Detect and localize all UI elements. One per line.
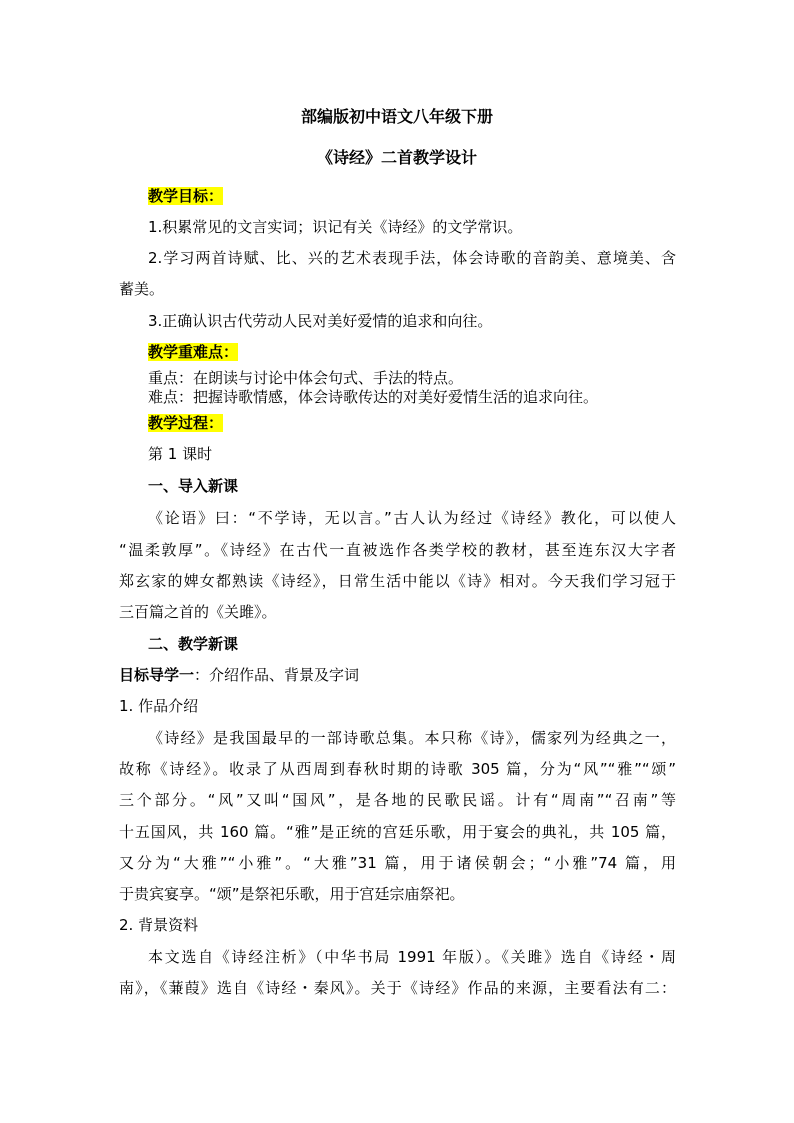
objective-2-line-1: 2.学习两首诗赋、比、兴的艺术表现手法，体会诗歌的音韵美、意境美、含: [148, 249, 676, 267]
difficult-point: 难点：把握诗歌情感，体会诗歌传达的对美好爱情生活的追求向往。: [148, 388, 599, 406]
objectives-heading: [148, 186, 223, 206]
intro-line-1: 《论语》曰：“不学诗，无以言。”古人认为经过《诗经》教化，可以使人: [148, 509, 676, 527]
subheading-work-intro: 1. 作品介绍: [119, 697, 199, 715]
objectives-heading-text: 教学目标：: [148, 187, 224, 205]
subheading-background: 2. 背景资料: [119, 916, 199, 934]
objective-1: 1.积累常见的文言实词；识记有关《诗经》的文学常识。: [148, 218, 523, 236]
work-line-4: 十五国风，共 160 篇。“雅”是正统的宫廷乐歌，用于宴会的典礼，共 105 篇，: [119, 823, 676, 841]
process-heading-text: 教学过程：: [148, 414, 224, 432]
lesson-1-label: 第 1 课时: [148, 445, 213, 463]
process-heading: [148, 413, 223, 433]
goal-1-label: 目标导学一: [119, 666, 195, 684]
section-1-heading: 一、导入新课: [148, 477, 239, 495]
key-points-heading: [148, 342, 238, 362]
background-line-2: 南》，《蒹葭》选自《诗经・秦风》。关于《诗经》作品的来源，主要看法有二：: [119, 979, 676, 997]
key-point: 重点：在朗读与讨论中体会句式、手法的特点。: [148, 369, 464, 387]
intro-line-3: 郑玄家的婢女都熟读《诗经》，日常生活中能以《诗》相对。今天我们学习冠于: [119, 572, 676, 590]
section-2-heading: 二、教学新课: [148, 635, 239, 653]
objective-2-line-2: 蓄美。: [119, 280, 165, 298]
goal-1-line: [119, 665, 359, 685]
intro-line-4: 三百篇之首的《关雎》。: [119, 603, 277, 621]
key-points-heading-text: 教学重难点：: [148, 343, 239, 361]
objective-3: 3.正确认识古代劳动人民对美好爱情的追求和向往。: [148, 312, 493, 330]
work-line-6: 于贵宾宴享。“颂”是祭祀乐歌，用于宫廷宗庙祭祀。: [119, 885, 465, 903]
background-line-1: 本文选自《诗经注析》（中华书局 1991 年版）。《关雎》选自《诗经・周: [148, 948, 676, 966]
title-line-2: 《诗经》二首教学设计: [316, 148, 477, 167]
intro-line-2: “温柔敦厚”。《诗经》在古代一直被选作各类学校的教材，甚至连东汉大字者: [119, 541, 676, 559]
work-line-5: 又分为“大雅”“小雅”。“大雅”31 篇，用于诸侯朝会；“小雅”74 篇，用: [119, 854, 676, 872]
title-line-1: 部编版初中语文八年级下册: [300, 107, 493, 126]
goal-1-text: ：介绍作品、背景及字词: [194, 666, 360, 684]
work-line-2: 故称《诗经》。收录了从西周到春秋时期的诗歌 305 篇，分为“风”“雅”“颂”: [119, 760, 676, 778]
work-line-1: 《诗经》是我国最早的一部诗歌总集。本只称《诗》，儒家列为经典之一，: [148, 729, 676, 747]
work-line-3: 三个部分。“风”又叫“国风”，是各地的民歌民谣。计有“周南”“召南”等: [119, 791, 676, 809]
